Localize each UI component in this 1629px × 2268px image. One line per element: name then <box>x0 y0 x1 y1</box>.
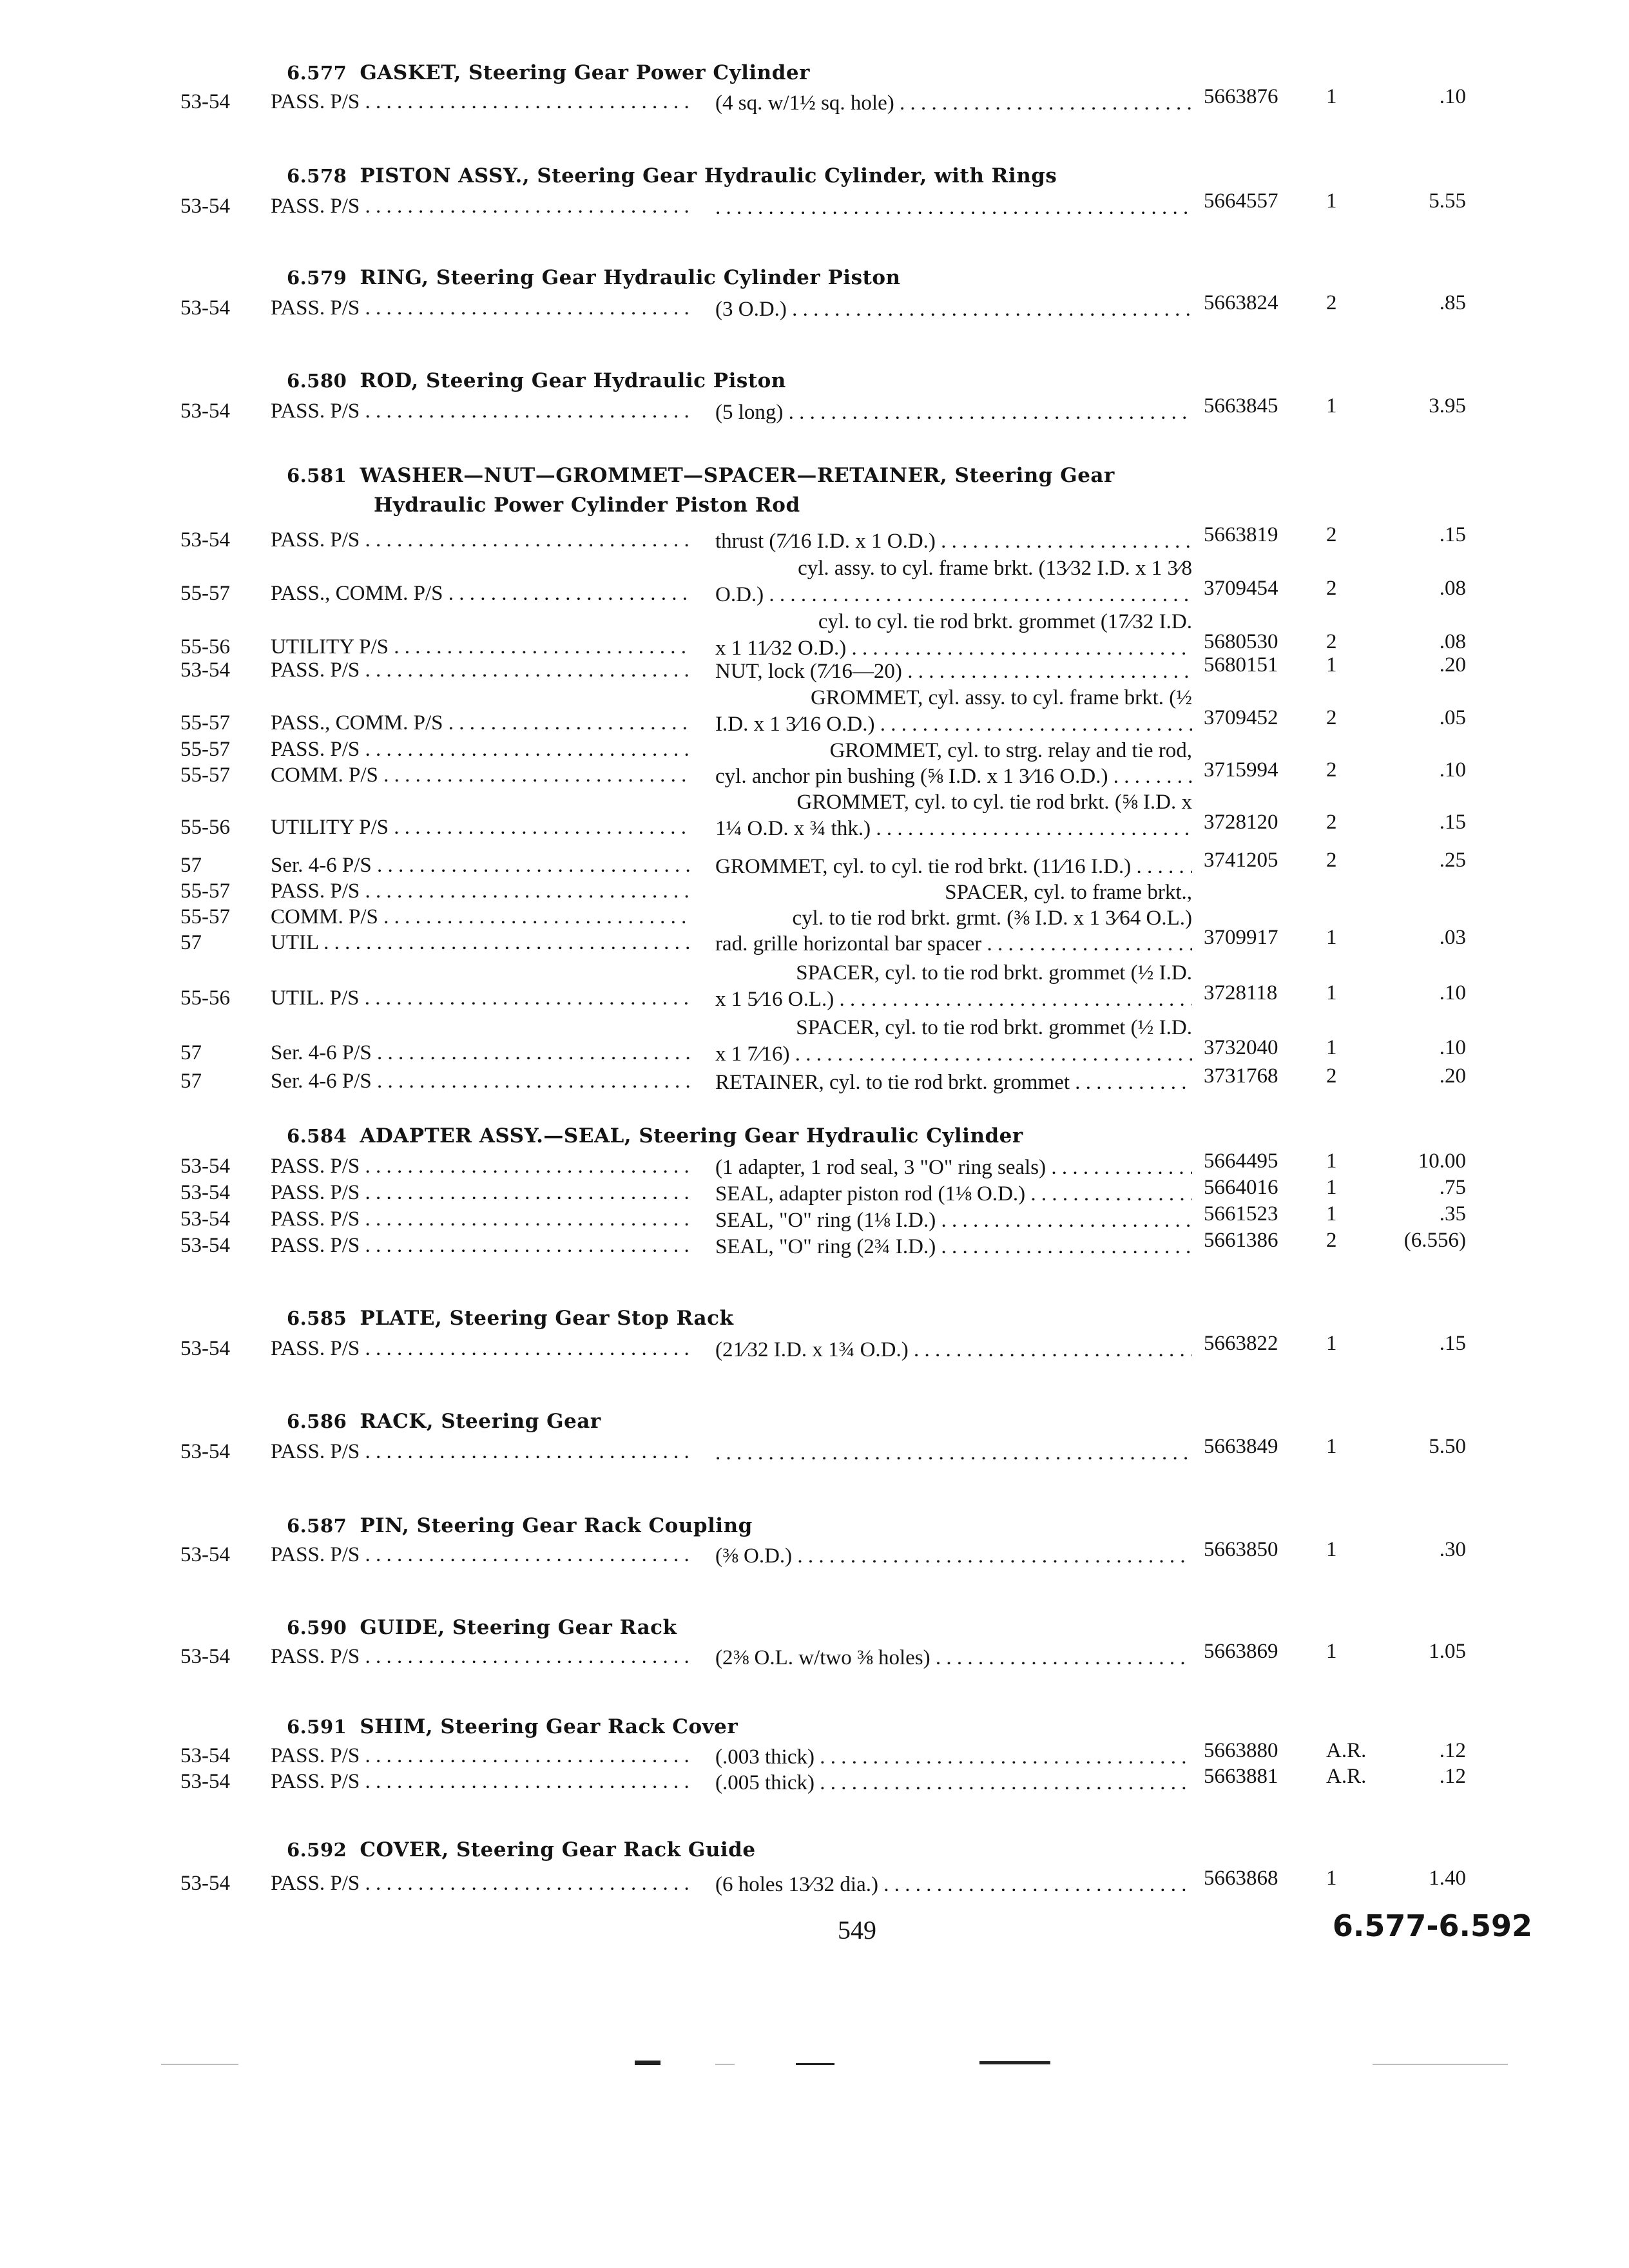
model-application: PASS. P/S . . . <box>271 1872 689 1896</box>
page-number: 549 <box>838 1916 876 1945</box>
part-number: 3731768 <box>1204 1064 1278 1088</box>
model-year: 55-57 <box>180 738 230 761</box>
part-number: 5663876 <box>1204 85 1278 108</box>
model-year: 55-57 <box>180 764 230 787</box>
model-application: UTILITY P/S . . . <box>271 816 689 840</box>
model-application: PASS. P/S . . . <box>271 399 689 423</box>
list-price: .20 <box>1439 1064 1466 1088</box>
part-number: 5661523 <box>1204 1202 1278 1225</box>
section-heading <box>287 161 1253 191</box>
part-description <box>715 528 1192 555</box>
part-number: 3715994 <box>1204 758 1278 782</box>
part-number: 5680151 <box>1204 653 1278 677</box>
list-price: 10.00 <box>1418 1149 1466 1173</box>
section-title: PLATE, Steering Gear Stop Rack <box>360 1307 734 1330</box>
model-application: UTILITY P/S . . . <box>271 635 689 659</box>
model-application: PASS. P/S . . . <box>271 1645 689 1669</box>
part-description <box>715 789 1192 842</box>
description-line <box>715 1440 1192 1466</box>
list-price: .08 <box>1439 630 1466 653</box>
description-line: SEAL, adapter piston rod (1⅛ O.D.) . . . <box>715 1181 1192 1207</box>
description-line: (⅜ O.D.) . . . <box>715 1543 1192 1570</box>
list-price: 1.40 <box>1429 1867 1466 1890</box>
quantity: 2 <box>1326 630 1337 653</box>
list-price: .10 <box>1439 1036 1466 1059</box>
section-title: GASKET, Steering Gear Power Cylinder <box>360 61 810 84</box>
list-price: .35 <box>1439 1202 1466 1225</box>
part-description <box>715 879 1192 906</box>
section-heading <box>287 263 1253 293</box>
section-heading <box>287 1712 1253 1742</box>
part-description <box>715 738 1192 764</box>
description-line: SPACER, cyl. to frame brkt., <box>945 881 1192 904</box>
model-application: PASS. P/S . . . <box>271 1543 689 1567</box>
description-line: RETAINER, cyl. to tie rod brkt. grommet . . . <box>715 1070 1192 1096</box>
list-price: .12 <box>1439 1739 1466 1762</box>
section-heading <box>287 1613 1253 1642</box>
model-application: PASS. P/S . . . <box>271 738 689 762</box>
part-description <box>715 399 1192 426</box>
section-number: 6.590 <box>287 1617 347 1639</box>
description-line: I.D. x 1 3⁄16 O.D.) . . . <box>715 711 1192 738</box>
description-line: cyl. to cyl. tie rod brkt. grommet (17⁄32 I.D. <box>818 610 1192 633</box>
model-application: PASS., COMM. P/S . . . <box>271 582 689 606</box>
quantity: 1 <box>1326 1435 1337 1458</box>
scan-artifact <box>796 2063 834 2065</box>
model-year: 53-54 <box>180 1872 230 1895</box>
scan-artifact <box>635 2061 660 2065</box>
quantity: 2 <box>1326 523 1337 546</box>
quantity: 2 <box>1326 758 1337 782</box>
list-price: .15 <box>1439 523 1466 546</box>
model-application: PASS. P/S . . . <box>271 296 689 320</box>
section-title: SHIM, Steering Gear Rack Cover <box>360 1715 738 1738</box>
list-price: 3.95 <box>1429 394 1466 418</box>
description-line: SEAL, "O" ring (2¾ I.D.) . . . <box>715 1234 1192 1260</box>
section-title: PIN, Steering Gear Rack Coupling <box>360 1514 753 1537</box>
model-application: PASS. P/S . . . <box>271 658 689 682</box>
model-application: PASS. P/S . . . <box>271 195 689 218</box>
part-number: 5663880 <box>1204 1739 1278 1762</box>
section-heading <box>287 1511 1253 1541</box>
part-description <box>715 1015 1192 1068</box>
part-number: 5661386 <box>1204 1229 1278 1252</box>
part-description <box>715 555 1192 608</box>
section-heading <box>287 1835 1253 1865</box>
quantity: A.R. <box>1326 1765 1367 1788</box>
model-year: 55-57 <box>180 711 230 735</box>
part-number: 5664557 <box>1204 189 1278 213</box>
scan-artifact <box>715 2064 735 2065</box>
section-number: 6.585 <box>287 1307 347 1329</box>
model-application: UTIL. P/S . . . <box>271 986 689 1010</box>
part-number: 5680530 <box>1204 630 1278 653</box>
section-title: ADAPTER ASSY.—SEAL, Steering Gear Hydraulic Cylinder <box>360 1124 1023 1148</box>
description-line: (21⁄32 I.D. x 1¾ O.D.) . . . <box>715 1337 1192 1363</box>
quantity: 1 <box>1326 1176 1337 1199</box>
model-year: 53-54 <box>180 90 230 113</box>
model-year: 53-54 <box>180 1543 230 1566</box>
model-application: PASS. P/S . . . <box>271 1155 689 1178</box>
quantity: 2 <box>1326 291 1337 314</box>
section-number: 6.586 <box>287 1410 347 1432</box>
part-description <box>715 658 1192 685</box>
model-year: 53-54 <box>180 658 230 682</box>
model-year: 53-54 <box>180 1645 230 1668</box>
description-line: GROMMET, cyl. to cyl. tie rod brkt. (⅝ I.D. x <box>796 791 1192 814</box>
model-application: PASS. P/S . . . <box>271 1744 689 1768</box>
description-line: GROMMET, cyl. assy. to cyl. frame brkt. (½ <box>810 686 1192 709</box>
model-application: Ser. 4-6 P/S . . . <box>271 854 689 878</box>
scan-artifact <box>161 2064 238 2065</box>
quantity: 1 <box>1326 653 1337 677</box>
part-number: 5664495 <box>1204 1149 1278 1173</box>
description-line: SEAL, "O" ring (1⅛ I.D.) . . . <box>715 1207 1192 1234</box>
part-description <box>715 1070 1192 1096</box>
description-line: x 1 7⁄16) . . . <box>715 1041 1192 1068</box>
description-line: O.D.) . . . <box>715 582 1192 608</box>
description-line: 1¼ O.D. x ¾ thk.) . . . <box>715 816 1192 842</box>
description-line: x 1 5⁄16 O.L.) . . . <box>715 986 1192 1013</box>
model-year: 53-54 <box>180 195 230 218</box>
model-year: 53-54 <box>180 1234 230 1257</box>
model-year: 55-57 <box>180 879 230 903</box>
model-application: COMM. P/S . . . <box>271 905 689 929</box>
scan-artifact <box>979 2061 1050 2064</box>
part-description <box>715 609 1192 662</box>
model-application: PASS. P/S . . . <box>271 1440 689 1464</box>
section-title: COVER, Steering Gear Rack Guide <box>360 1838 756 1861</box>
section-title: WASHER—NUT—GROMMET—SPACER—RETAINER, Steering Gear <box>360 464 1115 487</box>
list-price: .03 <box>1439 926 1466 949</box>
description-line: (1 adapter, 1 rod seal, 3 "O" ring seals) . . . <box>715 1155 1192 1181</box>
part-description <box>715 854 1192 880</box>
model-year: 55-56 <box>180 816 230 839</box>
list-price: .25 <box>1439 849 1466 872</box>
description-line: (3 O.D.) . . . <box>715 296 1192 323</box>
model-application: PASS., COMM. P/S . . . <box>271 711 689 735</box>
section-number: 6.578 <box>287 165 347 187</box>
section-title: PISTON ASSY., Steering Gear Hydraulic Cylinder, with Rings <box>360 164 1057 187</box>
section-heading <box>287 1121 1253 1151</box>
model-year: 57 <box>180 854 202 877</box>
list-price: .15 <box>1439 811 1466 834</box>
quantity: 1 <box>1326 981 1337 1004</box>
section-number: 6.579 <box>287 267 347 289</box>
list-price: .30 <box>1439 1538 1466 1561</box>
part-number: 5663868 <box>1204 1867 1278 1890</box>
part-number: 5663869 <box>1204 1640 1278 1663</box>
part-description <box>715 1155 1192 1181</box>
model-application: Ser. 4-6 P/S . . . <box>271 1070 689 1093</box>
quantity: 2 <box>1326 849 1337 872</box>
model-year: 53-54 <box>180 1155 230 1178</box>
list-price: .75 <box>1439 1176 1466 1199</box>
part-description <box>715 1440 1192 1466</box>
part-description <box>715 90 1192 117</box>
model-year: 55-56 <box>180 986 230 1010</box>
description-line: cyl. anchor pin bushing (⅝ I.D. x 1 3⁄16 O.D.) . . . <box>715 764 1192 790</box>
model-year: 57 <box>180 1070 202 1093</box>
part-description <box>715 1543 1192 1570</box>
part-number: 5663819 <box>1204 523 1278 546</box>
list-price: .12 <box>1439 1765 1466 1788</box>
part-description <box>715 195 1192 221</box>
section-number: 6.580 <box>287 370 347 392</box>
part-number: 5663849 <box>1204 1435 1278 1458</box>
section-title: GUIDE, Steering Gear Rack <box>360 1616 677 1639</box>
quantity: 1 <box>1326 394 1337 418</box>
quantity: 1 <box>1326 926 1337 949</box>
part-description <box>715 764 1192 790</box>
section-heading <box>287 366 1253 396</box>
description-line: (2⅜ O.L. w/two ⅜ holes) . . . <box>715 1645 1192 1671</box>
part-number: 3732040 <box>1204 1036 1278 1059</box>
part-number: 5663822 <box>1204 1332 1278 1355</box>
quantity: 1 <box>1326 1867 1337 1890</box>
description-line: thrust (7⁄16 I.D. x 1 O.D.) . . . <box>715 528 1192 555</box>
model-year: 53-54 <box>180 1207 230 1231</box>
list-price: 1.05 <box>1429 1640 1466 1663</box>
quantity: 1 <box>1326 1332 1337 1355</box>
section-heading <box>287 461 1253 520</box>
part-number: 5663881 <box>1204 1765 1278 1788</box>
scan-artifact <box>1373 2064 1508 2065</box>
part-number: 3709917 <box>1204 926 1278 949</box>
description-line: (5 long) . . . <box>715 399 1192 426</box>
model-application: PASS. P/S . . . <box>271 1770 689 1794</box>
part-description <box>715 1337 1192 1363</box>
model-year: 55-57 <box>180 905 230 928</box>
section-title: ROD, Steering Gear Hydraulic Piston <box>360 369 786 392</box>
description-line: SPACER, cyl. to tie rod brkt. grommet (½ I.D. <box>796 961 1192 985</box>
section-heading <box>287 1407 1253 1436</box>
list-price: 5.55 <box>1429 189 1466 213</box>
section-heading <box>287 58 1253 88</box>
part-number: 5663850 <box>1204 1538 1278 1561</box>
model-year: 53-54 <box>180 399 230 423</box>
quantity: 1 <box>1326 1640 1337 1663</box>
list-price: .10 <box>1439 758 1466 782</box>
model-application: PASS. P/S . . . <box>271 879 689 903</box>
part-number: 3728120 <box>1204 811 1278 834</box>
part-number: 5663824 <box>1204 291 1278 314</box>
description-line <box>715 195 1192 221</box>
model-year: 53-54 <box>180 528 230 552</box>
quantity: 1 <box>1326 1036 1337 1059</box>
part-number: 3709452 <box>1204 706 1278 729</box>
description-line: SPACER, cyl. to tie rod brkt. grommet (½ I.D. <box>796 1016 1192 1039</box>
model-application: PASS. P/S . . . <box>271 1207 689 1231</box>
model-year: 53-54 <box>180 1744 230 1767</box>
model-application: Ser. 4-6 P/S . . . <box>271 1041 689 1065</box>
model-year: 55-57 <box>180 582 230 605</box>
section-number: 6.581 <box>287 465 347 486</box>
part-description <box>715 296 1192 323</box>
model-year: 55-56 <box>180 635 230 658</box>
model-year: 53-54 <box>180 1440 230 1463</box>
model-application: COMM. P/S . . . <box>271 764 689 787</box>
quantity: 1 <box>1326 1538 1337 1561</box>
model-application: UTIL . . . <box>271 931 689 955</box>
model-year: 57 <box>180 931 202 954</box>
quantity: 2 <box>1326 1229 1337 1252</box>
part-description <box>715 960 1192 1013</box>
part-description <box>715 1181 1192 1207</box>
section-subtitle: Hydraulic Power Cylinder Piston Rod <box>374 494 800 517</box>
part-description <box>715 1770 1192 1796</box>
part-number: 3741205 <box>1204 849 1278 872</box>
quantity: 1 <box>1326 1149 1337 1173</box>
description-line: (.005 thick) . . . <box>715 1770 1192 1796</box>
part-description <box>715 931 1192 957</box>
model-application: PASS. P/S . . . <box>271 1234 689 1258</box>
section-number: 6.591 <box>287 1716 347 1738</box>
quantity: 2 <box>1326 577 1337 600</box>
section-number: 6.584 <box>287 1125 347 1147</box>
part-description <box>715 1234 1192 1260</box>
model-year: 53-54 <box>180 296 230 320</box>
list-price: .10 <box>1439 85 1466 108</box>
quantity: 1 <box>1326 1202 1337 1225</box>
description-line: NUT, lock (7⁄16—20) . . . <box>715 658 1192 685</box>
part-number: 5664016 <box>1204 1176 1278 1199</box>
description-line: (.003 thick) . . . <box>715 1744 1192 1771</box>
description-line: x 1 11⁄32 O.D.) . . . <box>715 635 1192 662</box>
section-number: 6.587 <box>287 1515 347 1537</box>
description-line: (4 sq. w/1½ sq. hole) . . . <box>715 90 1192 117</box>
model-application: PASS. P/S . . . <box>271 528 689 552</box>
model-year: 53-54 <box>180 1770 230 1793</box>
description-line: rad. grille horizontal bar spacer . . . <box>715 931 1192 957</box>
part-description <box>715 1645 1192 1671</box>
part-number: 3728118 <box>1204 981 1278 1004</box>
model-year: 57 <box>180 1041 202 1064</box>
quantity: 2 <box>1326 811 1337 834</box>
section-title: RACK, Steering Gear <box>360 1410 601 1433</box>
description-line: cyl. to tie rod brkt. grmt. (⅜ I.D. x 1 3⁄64 O.L.) <box>792 907 1192 930</box>
part-number: 5663845 <box>1204 394 1278 418</box>
list-price: .10 <box>1439 981 1466 1004</box>
part-description <box>715 1744 1192 1771</box>
model-year: 53-54 <box>180 1181 230 1204</box>
part-description <box>715 1872 1192 1898</box>
description-line: (6 holes 13⁄32 dia.) . . . <box>715 1872 1192 1898</box>
list-price: .08 <box>1439 577 1466 600</box>
list-price: .20 <box>1439 653 1466 677</box>
list-price: (6.556) <box>1403 1229 1466 1252</box>
description-line: GROMMET, cyl. to cyl. tie rod brkt. (11⁄16 I.D.) . . . <box>715 854 1192 880</box>
section-number: 6.592 <box>287 1839 347 1861</box>
quantity: 1 <box>1326 85 1337 108</box>
description-line: cyl. assy. to cyl. frame brkt. (13⁄32 I.D. x 1 3⁄8 <box>798 557 1192 580</box>
quantity: 1 <box>1326 189 1337 213</box>
model-application: PASS. P/S . . . <box>271 1181 689 1205</box>
section-title: RING, Steering Gear Hydraulic Cylinder Piston <box>360 266 901 289</box>
description-line: GROMMET, cyl. to strg. relay and tie rod, <box>829 739 1192 762</box>
quantity: A.R. <box>1326 1739 1367 1762</box>
list-price: 5.50 <box>1429 1435 1466 1458</box>
list-price: .15 <box>1439 1332 1466 1355</box>
part-number: 3709454 <box>1204 577 1278 600</box>
page-range: 6.577-6.592 <box>1332 1908 1532 1943</box>
part-description <box>715 685 1192 738</box>
list-price: .85 <box>1439 291 1466 314</box>
section-number: 6.577 <box>287 62 347 84</box>
part-description <box>715 1207 1192 1234</box>
list-price: .05 <box>1439 706 1466 729</box>
quantity: 2 <box>1326 1064 1337 1088</box>
model-year: 53-54 <box>180 1337 230 1360</box>
model-application: PASS. P/S . . . <box>271 90 689 114</box>
section-heading <box>287 1303 1253 1333</box>
part-description <box>715 905 1192 932</box>
quantity: 2 <box>1326 706 1337 729</box>
model-application: PASS. P/S . . . <box>271 1337 689 1361</box>
